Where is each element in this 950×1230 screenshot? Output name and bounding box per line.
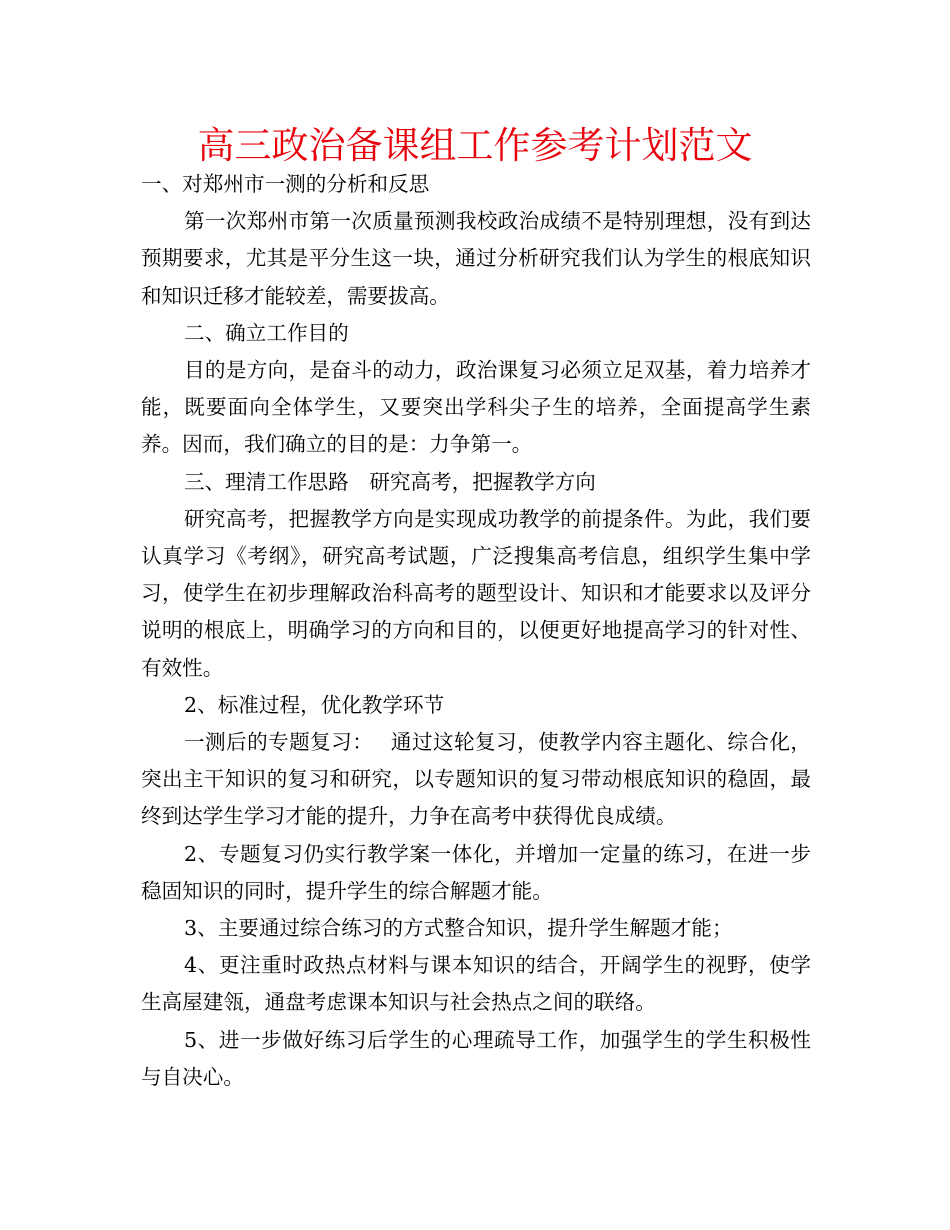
list-item: 2、专题复习仍实行教学案一体化，并增加一定量的练习，在进一步稳固知识的同时，提升学生的综合解题才能。 [141,841,811,903]
list-item: 5、进一步做好练习后学生的心理疏导工作，加强学生的学生积极性与自决心。 [141,1027,811,1089]
document-body [141,166,811,1096]
body-paragraph: 研究高考，把握教学方向是实现成功教学的前提条件。为此，我们要认真学习《考纲》，研究高考试题，广泛搜集高考信息，组织学生集中学习，使学生在初步理解政治科高考的题型设计、知识和才能要求以及评分说明的根底上，明确学习的方向和目的，以便更好地提高学习的针对性、有效性。 [141,506,811,680]
list-item: 3、主要通过综合练习的方式整合知识，提升学生解题才能； [184,916,733,941]
body-paragraph: 第一次郑州市第一次质量预测我校政治成绩不是特别理想，没有到达预期要求，尤其是平分生这一块，通过分析研究我们认为学生的根底知识和知识迁移才能较差，需要拔高。 [141,209,811,308]
body-paragraph: 一测后的专题复习： 通过这轮复习，使教学内容主题化、综合化，突出主干知识的复习和研究，以专题知识的复习带动根底知识的稳固，最终到达学生学习才能的提升，力争在高考中获得优良成绩。 [141,730,811,829]
section-heading: 2、标准过程，优化教学环节 [184,692,445,717]
body-paragraph: 目的是方向，是奋斗的动力，政治课复习必须立足双基，着力培养才能，既要面向全体学生，又要突出学科尖子生的培养，全面提高学生素养。因而，我们确立的目的是：力争第一。 [141,358,811,457]
section-heading: 二、确立工作目的 [184,320,349,345]
section-heading: 三、理清工作思路 研究高考，把握教学方向 [184,469,596,494]
document-title: 高三政治备课组工作参考计划范文 [197,124,753,167]
list-item: 4、更注重时政热点材料与课本知识的结合，开阔学生的视野，使学生高屋建瓴，通盘考虑课本知识与社会热点之间的联络。 [141,953,811,1015]
section-heading: 一、对郑州市一测的分析和反思 [141,172,430,196]
